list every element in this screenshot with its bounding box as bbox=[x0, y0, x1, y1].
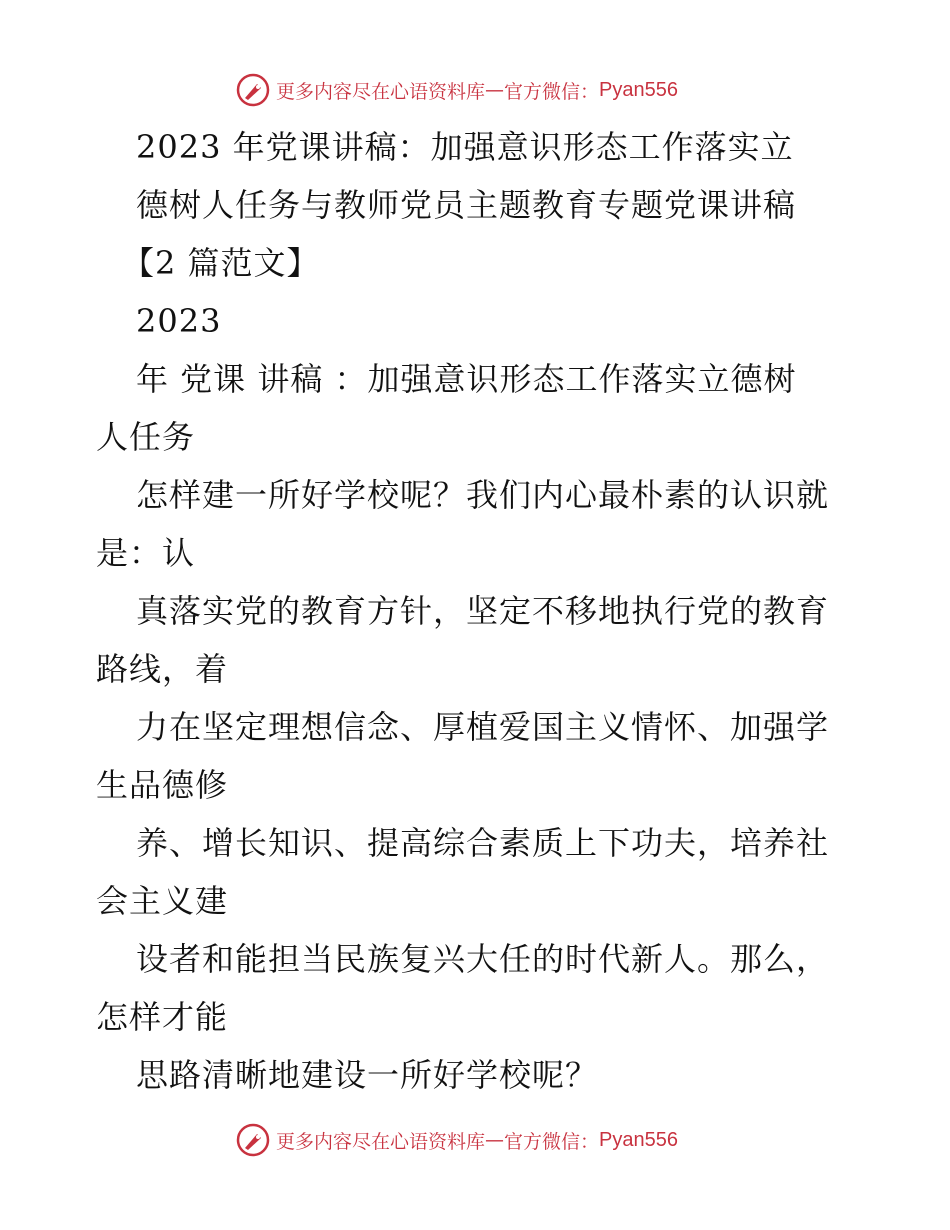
paragraph-line: 设者和能担当民族复兴大任的时代新人。那么， bbox=[136, 940, 830, 978]
watermark-separator: — bbox=[485, 79, 505, 101]
paragraph-line: 会主义建 bbox=[96, 882, 229, 920]
title-line-1: 2023 年党课讲稿：加强意识形态工作落实立 bbox=[136, 128, 794, 166]
paragraph-line: 真落实党的教育方针，坚定不移地执行党的教育 bbox=[136, 592, 830, 630]
paragraph-line: 生品德修 bbox=[96, 766, 229, 804]
paragraph-line: 年 党课 讲稿 ：加强意识形态工作落实立德树 bbox=[136, 360, 797, 398]
title-line-3: 【2 篇范文】 bbox=[122, 244, 320, 282]
watermark-separator: — bbox=[485, 1129, 505, 1151]
title-line-2: 德树人任务与教师党员主题教育专题党课讲稿 bbox=[136, 186, 797, 224]
paragraph-line: 力在坚定理想信念、厚植爱国主义情怀、加强学 bbox=[136, 708, 830, 746]
watermark-label: 官方微信： bbox=[504, 80, 600, 103]
paragraph-line: 思路清晰地建设一所好学校呢？ bbox=[136, 1056, 599, 1094]
paragraph-line: 是：认 bbox=[96, 534, 196, 572]
watermark-handle: Pyan556 bbox=[599, 1128, 678, 1151]
paragraph-line: 路线，着 bbox=[96, 650, 229, 688]
paragraph-line: 2023 bbox=[136, 302, 222, 340]
paragraph-line: 怎样才能 bbox=[96, 998, 229, 1036]
watermark-text: 更多内容尽在心语资料库 bbox=[276, 1130, 486, 1153]
watermark-text: 更多内容尽在心语资料库 bbox=[276, 80, 486, 103]
watermark-handle: Pyan556 bbox=[599, 78, 678, 101]
watermark-label: 官方微信： bbox=[504, 1130, 600, 1153]
pen-nib-logo-icon bbox=[236, 1123, 270, 1157]
paragraph-line: 人任务 bbox=[96, 418, 196, 456]
header-watermark bbox=[236, 72, 678, 108]
paragraph-line: 养、增长知识、提高综合素质上下功夫，培养社 bbox=[136, 824, 830, 862]
paragraph-line: 怎样建一所好学校呢？我们内心最朴素的认识就 bbox=[136, 476, 830, 514]
pen-nib-logo-icon bbox=[236, 73, 270, 107]
footer-watermark bbox=[236, 1122, 678, 1158]
